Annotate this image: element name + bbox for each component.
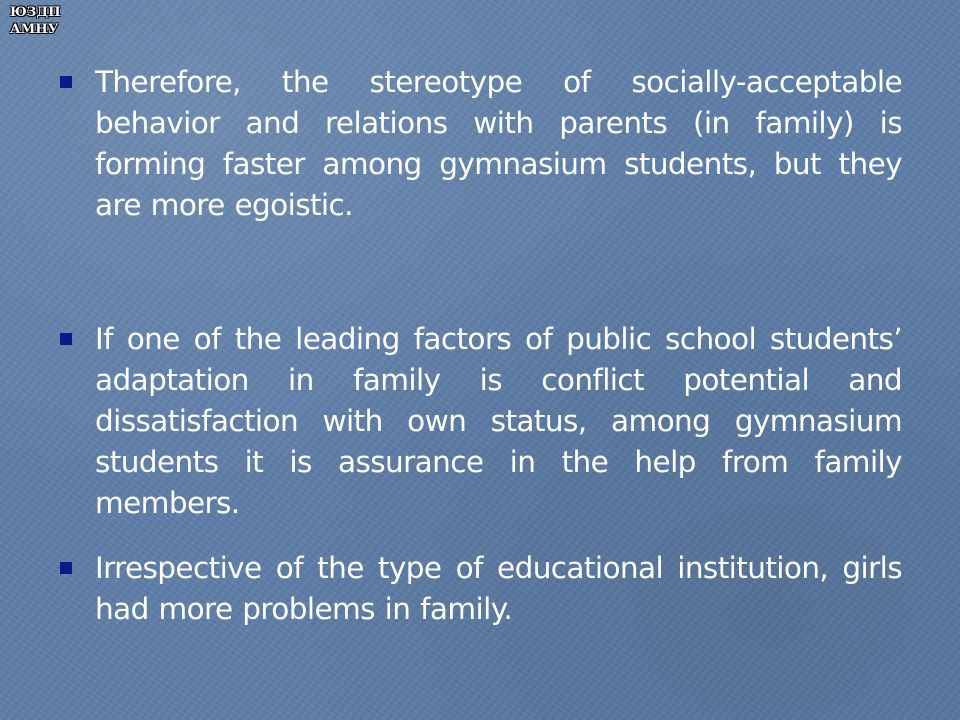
bullet-text: Therefore, the stereotype of socially-acceptable behavior and relations with parents (in family) is forming faster among gymnasium students, but they are more egoistic.: [95, 65, 902, 222]
logo-line-1: ЮЗДП: [10, 5, 61, 20]
bullet-text: Irrespective of the type of educational institution, girls had more problems in family.: [95, 551, 902, 626]
bullet-list: [60, 60, 902, 630]
bullet-item: [60, 62, 902, 226]
bullet-text: If one of the leading factors of public school students’ adaptation in family is conflict potential and dissatisfaction with own status, among gymnasium students it is assurance in the help from family members.: [95, 322, 902, 520]
square-bullet-icon: [60, 562, 72, 574]
institution-logo: [10, 4, 61, 38]
square-bullet-icon: [60, 76, 72, 88]
bullet-item: [60, 319, 902, 524]
square-bullet-icon: [60, 333, 72, 345]
bullet-item: [60, 548, 902, 630]
logo-line-2: АМНУ: [10, 22, 59, 37]
